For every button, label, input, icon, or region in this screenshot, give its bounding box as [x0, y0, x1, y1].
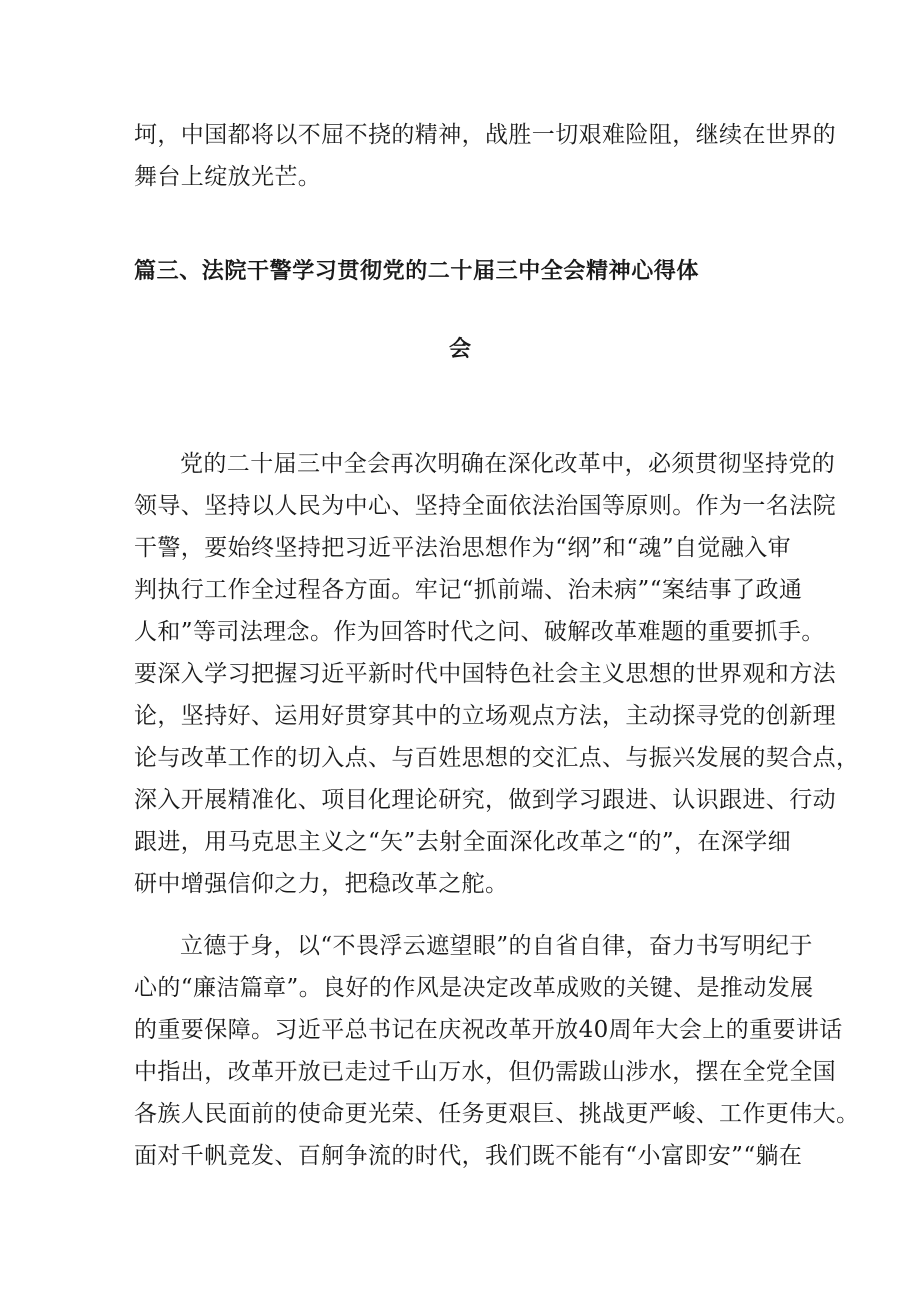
paragraph-line: 干警，要始终坚持把习近平法治思想作为“纲”和“魂”自觉融入审	[134, 535, 792, 561]
paragraph-line: 论，坚持好、运用好贯穿其中的立场观点方法，主动探寻党的创新理	[134, 703, 836, 729]
paragraph-line: 判执行工作全过程各方面。牢记“抓前端、治未病”“案结事了政通	[134, 577, 803, 603]
paragraph-line: 领导、坚持以人民为中心、坚持全面依法治国等原则。作为一名法院	[134, 493, 836, 519]
paragraph-line: 中指出，改革开放已走过千山万水，但仍需跋山涉水，摆在全党全国	[134, 1059, 836, 1085]
paragraph-line: 论与改革工作的切入点、与百姓思想的交汇点、与振兴发展的契合点，	[134, 745, 860, 771]
paragraph-line: 跟进，用马克思主义之“矢”去射全面深化改革之“的”，在深学细	[134, 829, 792, 855]
section-title-continuation: 会	[448, 337, 471, 362]
intro-line: 舞台上绽放光芒。	[134, 164, 322, 190]
paragraph-line: 的重要保障。习近平总书记在庆祝改革开放40周年大会上的重要讲话	[134, 1017, 843, 1043]
paragraph-line: 各族人民面前的使命更光荣、任务更艰巨、挑战更严峻、工作更伟大。	[134, 1101, 860, 1127]
section-title: 篇三、法院干警学习贯彻党的二十届三中全会精神心得体	[134, 259, 700, 284]
paragraph-line: 心的“廉洁篇章”。良好的作风是决定改革成败的关键、是推动发展	[134, 975, 814, 1001]
paragraph-line: 研中增强信仰之力，把稳改革之舵。	[134, 871, 509, 897]
paragraph-line: 面对千帆竞发、百舸争流的时代，我们既不能有“小富即安”“躺在	[134, 1143, 803, 1169]
paragraph-line: 要深入学习把握习近平新时代中国特色社会主义思想的世界观和方法	[134, 661, 836, 687]
intro-line: 坷，中国都将以不屈不挠的精神，战胜一切艰难险阻，继续在世界的	[134, 122, 836, 148]
paragraph-line: 立德于身，以“不畏浮云遮望眼”的自省自律，奋力书写明纪于	[180, 933, 813, 959]
paragraph-line: 人和”等司法理念。作为回答时代之问、破解改革难题的重要抓手。	[134, 619, 825, 645]
paragraph-line: 深入开展精准化、项目化理论研究，做到学习跟进、认识跟进、行动	[134, 787, 836, 813]
paragraph-line: 党的二十届三中全会再次明确在深化改革中，必须贯彻坚持党的	[180, 451, 836, 477]
